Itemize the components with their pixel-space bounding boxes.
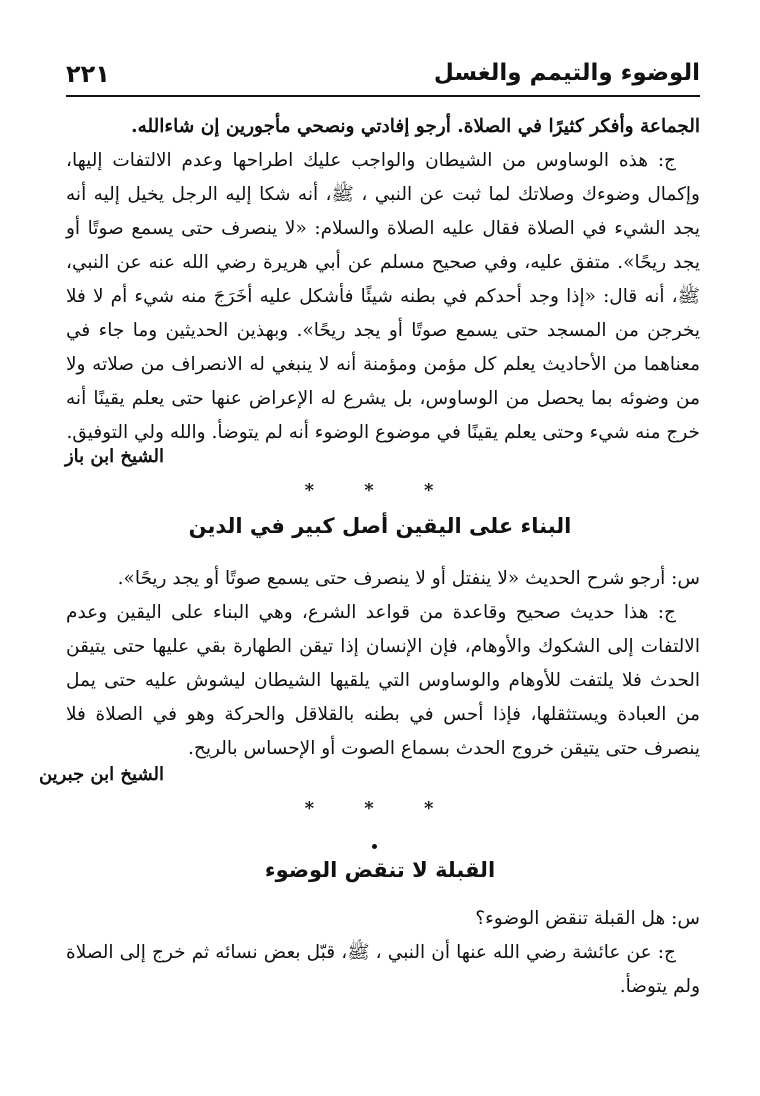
running-title: الوضوء والتيمم والغسل <box>433 60 700 86</box>
section-3-text <box>66 902 700 1004</box>
page-number: ٢٢١ <box>66 60 110 88</box>
answer-paragraph: ج: عن عائشة رضي الله عنها أن النبي ، ﷺ، قبّل بعض نسائه ثم خرج إلى الصلاة ولم يتوضأ. <box>66 942 700 997</box>
separator: * * * <box>304 798 456 819</box>
header-rule <box>66 95 700 97</box>
page-header <box>66 58 700 94</box>
answer-paragraph: ج: هذه الوساوس من الشيطان والواجب عليك اطراحها وعدم الالتفات إليها، وإكمال وضوءك وصلاتك لما ثبت عن النبي ، ﷺ، أنه شكا إليه الرجل يخيل إليه أنه يجد الشيء في الصلاة فقال عليه الصلاة والسلام: «لا ينصرف حتى يسمع صوتًا أو يجد ريحًا». متفق عليه، وفي صحيح مسلم عن أبي هريرة رضي الله عنه عن النبي، ﷺ، أنه قال: «إذا وجد أحدكم في بطنه شيئًا فأشكل عليه أخَرَجَ منه شيء أم لا فلا يخرجن من المسجد حتى يسمع صوتًا أو يجد ريحًا». وبهذين الحديثين وما جاء في معناهما من الأحاديث يعلم كل مؤمن ومؤمنة أنه لا ينبغي له الانصراف من صلاته ولا من وضوئه بما يحصل من الوساوس، بل يشرع له الإعراض عنها حتى يعلم يقينًا أنه خرج منه شيء وحتى يعلم يقينًا في موضوع الوضوء أنه لم يتوضأ. والله ولي التوفيق. <box>66 150 700 443</box>
section-heading: البناء على اليقين أصل كبير في الدين <box>188 514 572 538</box>
opening-line: الجماعة وأفكر كثيرًا في الصلاة. أرجو إفادتي ونصحي مأجورين إن شاءالله. <box>131 116 700 137</box>
section-2-text <box>66 562 700 766</box>
signature: الشيخ ابن جبرين <box>38 764 164 785</box>
separator: * * * <box>304 480 456 501</box>
question-paragraph: س: هل القبلة تنقض الوضوء؟ <box>475 908 700 929</box>
question-paragraph: س: أرجو شرح الحديث «لا ينفتل أو لا ينصرف حتى يسمع صوتًا أو يجد ريحًا». <box>117 568 700 589</box>
section-heading: القبلة لا تنقض الوضوء <box>264 858 496 882</box>
dot-mark <box>372 844 377 849</box>
signature: الشيخ ابن باز <box>64 446 164 467</box>
answer-paragraph: ج: هذا حديث صحيح وقاعدة من قواعد الشرع، وهي البناء على اليقين وعدم الالتفات إلى الشكوك والأوهام، فإن الإنسان إذا تيقن الطهارة بقي عليها حتى يتيقن الحدث فلا يلتفت للأوهام والوساوس التي يلقيها الشيطان ليشوش عليه حتى يمل من العبادة ويستثقلها، فإذا أحس في بطنه بالقلاقل والحركة وهو في الصلاة فلا ينصرف حتى يتيقن خروج الحدث بسماع الصوت أو الإحساس بالريح. <box>66 602 700 759</box>
section-1-text <box>66 110 700 450</box>
